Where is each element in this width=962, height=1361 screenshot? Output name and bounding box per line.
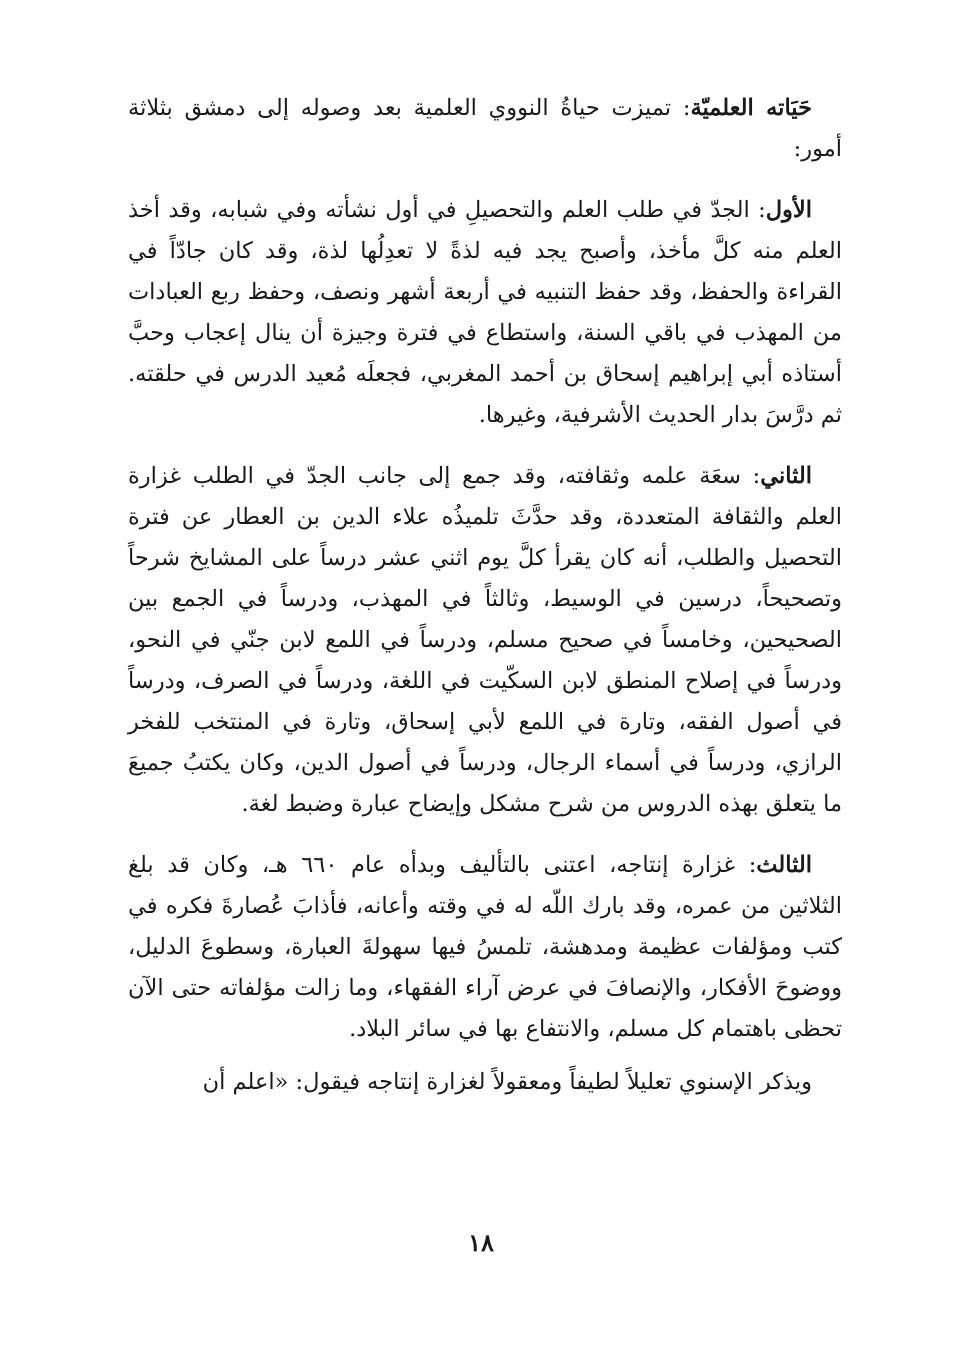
paragraph-third bbox=[128, 845, 842, 1050]
paragraph-text: : الجدّ في طلب العلم والتحصيلِ في أول نشأته وفي شبابه، وقد أخذ العلم منه كلَّ مأخذ، وأصبح يجد فيه لذةً لا تعدِلُها لذة، وقد كان جادّاً في القراءة والحفظ، وقد حفظ التنبيه في أربعة أشهر ونصف، وحفظ ربع العبادات من المهذب في باقي السنة، واستطاع في فترة وجيزة أن ينال إعجاب وحبَّ أستاذه أبي إبراهيم إسحاق بن أحمد المغربي، فجعلَه مُعيد الدرس في حلقته. ثم درَّسَ بدار الحديث الأشرفية، وغيرها. bbox=[128, 197, 842, 428]
heading-first: الأول bbox=[765, 197, 812, 223]
paragraph-text: ويذكر الإسنوي تعليلاً لطيفاً ومعقولاً لغزارة إنتاجه فيقول: «اعلم أن bbox=[202, 1069, 812, 1095]
heading-second: الثاني bbox=[760, 463, 812, 489]
body-text bbox=[128, 88, 842, 1103]
paragraph-isnawi bbox=[128, 1062, 842, 1103]
heading-third: الثالث bbox=[756, 852, 812, 878]
paragraph-text: : تميزت حياةُ النووي العلمية بعد وصوله إلى دمشق بثلاثة أمور: bbox=[128, 95, 842, 162]
paragraph-second bbox=[128, 456, 842, 825]
heading-scientific-life: حَيَاته العلميّة bbox=[690, 95, 812, 121]
paragraph-text: : غزارة إنتاجه، اعتنى بالتأليف وبدأه عام ٦٦٠ هـ، وكان قد بلغ الثلاثين من عمره، وقد بارك اللّه له في وقته وأعانه، فأذابَ عُصارةَ فكره في كتب ومؤلفات عظيمة ومدهشة، تلمسُ فيها سهولةَ العبارة، وسطوعَ الدليل، ووضوحَ الأفكار، والإنصافَ في عرض آراء الفقهاء، وما زالت مؤلفاته حتى الآن تحظى باهتمام كل مسلم، والانتفاع بها في سائر البلاد. bbox=[128, 852, 842, 1042]
paragraph-text: : سعَة علمه وثقافته، وقد جمع إلى جانب الجدّ في الطلب غزارة العلم والثقافة المتعددة، وقد حدَّثَ تلميذُه علاء الدين بن العطار عن فترة التحصيل والطلب، أنه كان يقرأ كلَّ يوم اثني عشر درساً على المشايخ شرحاً وتصحيحاً، درسين في الوسيط، وثالثاً في المهذب، ودرساً في الجمع بين الصحيحين، وخامساً في صحيح مسلم، ودرساً في اللمع لابن جنّي في النحو، ودرساً في إصلاح المنطق لابن السكّيت في اللغة، ودرساً في الصرف، ودرساً في أصول الفقه، وتارة في اللمع لأبي إسحاق، وتارة في المنتخب للفخر الرازي، ودرساً في أسماء الرجال، ودرساً في أصول الدين، وكان يكتبُ جميعَ ما يتعلق بهذه الدروس من شرح مشكل وإيضاح عبارة وضبط لغة. bbox=[128, 463, 842, 817]
paragraph-first bbox=[128, 190, 842, 436]
page-number: ١٨ bbox=[468, 1228, 494, 1257]
paragraph-intro bbox=[128, 88, 842, 170]
